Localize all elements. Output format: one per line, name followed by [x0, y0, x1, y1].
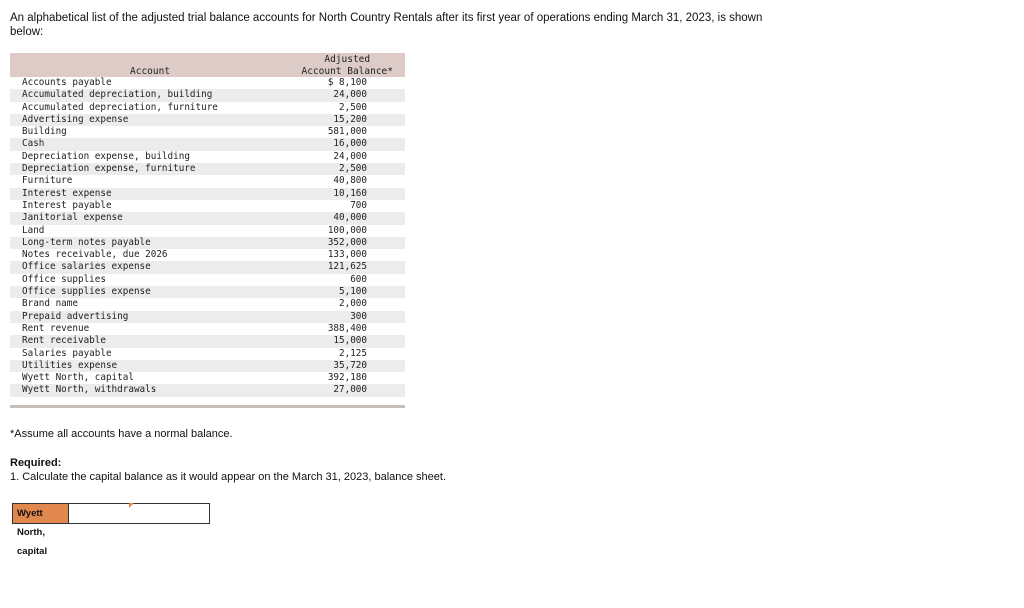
account-balance: 15,200: [333, 113, 367, 125]
table-row: [10, 237, 405, 249]
account-balance: 100,000: [327, 224, 367, 236]
account-name: Rent revenue: [22, 322, 90, 334]
account-balance: 40,000: [333, 212, 367, 224]
account-name: Wyett North, withdrawals: [22, 384, 157, 396]
account-name: Office supplies expense: [22, 286, 151, 298]
table-row: [10, 323, 405, 335]
account-name: Cash: [22, 138, 45, 150]
table-row: [10, 200, 405, 212]
account-balance: 300: [350, 310, 367, 322]
account-balance: 24,000: [333, 150, 367, 162]
account-balance: 700: [350, 199, 367, 211]
account-name: Depreciation expense, furniture: [22, 163, 196, 175]
table-row: [10, 335, 405, 347]
account-name: Office supplies: [22, 273, 106, 285]
table-row: [10, 151, 405, 163]
table-row: [10, 298, 405, 310]
header-balance: [301, 54, 393, 78]
table-row: [10, 348, 405, 360]
table-row: [10, 77, 405, 89]
table-header: [10, 53, 405, 77]
answer-label: Wyett North, capital: [13, 504, 69, 523]
account-name: Salaries payable: [22, 347, 112, 359]
account-name: Notes receivable, due 2026: [22, 249, 168, 261]
account-name: Accounts payable: [22, 77, 112, 88]
account-name: Wyett North, capital: [22, 372, 134, 384]
account-balance: 352,000: [327, 236, 367, 248]
account-name: Office salaries expense: [22, 261, 151, 273]
account-balance: 133,000: [327, 249, 367, 261]
account-name: Accumulated depreciation, furniture: [22, 101, 218, 113]
table-row: [10, 163, 405, 175]
account-balance: 388,400: [327, 322, 367, 334]
account-balance: 15,000: [333, 335, 367, 347]
table-row: [10, 126, 405, 138]
account-name: Interest payable: [22, 199, 112, 211]
table-row: [10, 138, 405, 150]
account-balance: 24,000: [333, 89, 367, 101]
table-row: [10, 89, 405, 101]
account-balance: 16,000: [333, 138, 367, 150]
account-balance: $ 8,100: [327, 77, 367, 88]
account-balance: 392,180: [327, 372, 367, 384]
account-name: Long-term notes payable: [22, 236, 151, 248]
table-row: [10, 360, 405, 372]
account-name: Interest expense: [22, 187, 112, 199]
input-marker-icon: [129, 503, 134, 508]
account-balance: 10,160: [333, 187, 367, 199]
account-name: Utilities expense: [22, 359, 118, 371]
table-body: [10, 77, 405, 397]
table-row: [10, 261, 405, 273]
table-row: [10, 225, 405, 237]
account-name: Depreciation expense, building: [22, 150, 190, 162]
account-balance: 581,000: [327, 126, 367, 138]
account-name: Building: [22, 126, 67, 138]
table-row: [10, 114, 405, 126]
table-row: [10, 286, 405, 298]
trial-balance-table: [10, 53, 405, 408]
account-name: Accumulated depreciation, building: [22, 89, 213, 101]
account-name: Advertising expense: [22, 113, 129, 125]
header-balance-line1: Adjusted: [324, 54, 371, 65]
table-footer-rule: [10, 401, 405, 408]
account-balance: 600: [350, 273, 367, 285]
account-balance: 2,000: [339, 298, 367, 310]
table-row: [10, 372, 405, 384]
intro-text: An alphabetical list of the adjusted trial balance accounts for North Country Rentals after its first year of operations ending March 31, 2023, is shown below:: [10, 12, 763, 38]
answer-row: [12, 503, 210, 557]
table-row: [10, 212, 405, 224]
footnote: *Assume all accounts have a normal balance.: [10, 428, 233, 440]
capital-answer-input[interactable]: [69, 504, 209, 523]
table-row: [10, 384, 405, 396]
account-balance: 2,500: [339, 163, 367, 175]
account-balance: 5,100: [339, 286, 367, 298]
account-name: Furniture: [22, 175, 73, 187]
table-row: [10, 311, 405, 323]
account-balance: 35,720: [333, 359, 367, 371]
account-balance: 2,125: [339, 347, 367, 359]
required-label: Required:: [10, 457, 62, 469]
required-text: 1. Calculate the capital balance as it would appear on the March 31, 2023, balance sheet.: [10, 471, 447, 483]
account-name: Prepaid advertising: [22, 310, 129, 322]
header-balance-line2: Account Balance*: [301, 66, 393, 77]
account-balance: 40,800: [333, 175, 367, 187]
account-balance: 2,500: [339, 101, 367, 113]
table-row: [10, 188, 405, 200]
table-row: [10, 274, 405, 286]
account-balance: 27,000: [333, 384, 367, 396]
account-name: Brand name: [22, 298, 78, 310]
account-balance: 121,625: [327, 261, 367, 273]
table-row: [10, 249, 405, 261]
table-row: [10, 175, 405, 187]
account-name: Janitorial expense: [22, 212, 123, 224]
header-account: Account: [130, 66, 171, 77]
account-name: Rent receivable: [22, 335, 106, 347]
table-row: [10, 102, 405, 114]
account-name: Land: [22, 224, 45, 236]
